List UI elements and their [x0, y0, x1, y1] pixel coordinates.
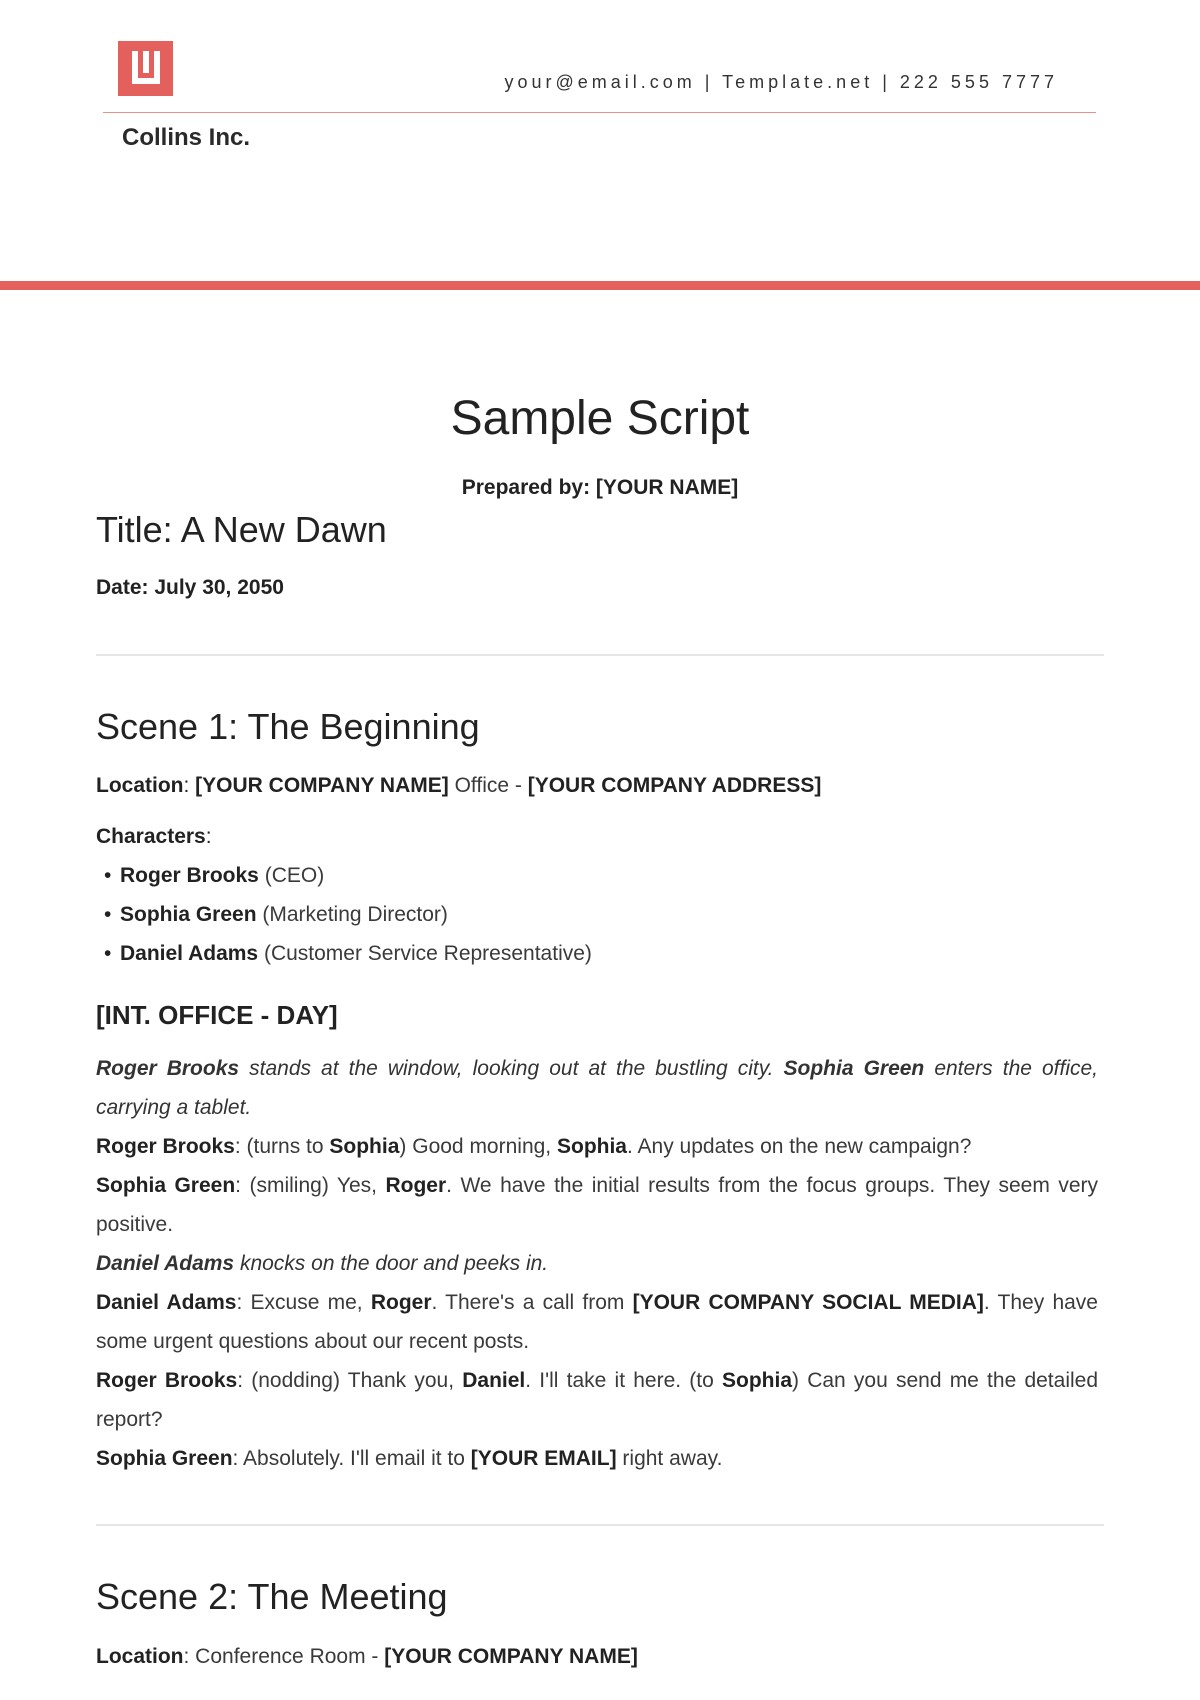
location-label: Location	[96, 1645, 184, 1668]
character-name: Sophia Green	[783, 1057, 925, 1080]
location-label: Location	[96, 774, 184, 797]
character-name: Roger Brooks	[96, 1057, 240, 1080]
script-date: Date: July 30, 2050	[96, 576, 284, 599]
scene1-location	[96, 774, 821, 798]
speaker-name: Sophia Green	[96, 1447, 233, 1470]
location-company: [YOUR COMPANY NAME]	[195, 774, 449, 797]
bullet-icon: •	[104, 864, 112, 887]
dialogue-line	[96, 1283, 1098, 1361]
action-line	[96, 1049, 1098, 1127]
name-mention: Sophia	[556, 1135, 627, 1158]
name-mention: Sophia	[722, 1369, 793, 1392]
dialogue-line	[96, 1166, 1098, 1244]
prepared-by: Prepared by: [YOUR NAME]	[461, 476, 739, 499]
characters-heading	[96, 825, 212, 849]
dialogue-text: : (nodding) Thank you,	[237, 1369, 463, 1392]
character-name: Daniel Adams	[96, 1252, 235, 1275]
location-mid: Office -	[448, 774, 528, 797]
dialogue-text: : (turns to	[234, 1135, 330, 1158]
name-mention: Daniel	[462, 1369, 526, 1392]
character-role: (Customer Service Representative)	[263, 942, 592, 965]
scene2-location	[96, 1645, 638, 1669]
bullet-icon: •	[104, 942, 112, 965]
speaker-name: Sophia Green	[96, 1174, 236, 1197]
accent-bar	[0, 281, 1200, 290]
dialogue-text: . Any updates on the new campaign?	[627, 1135, 972, 1158]
section-divider	[96, 654, 1104, 656]
dialogue-text: : (smiling) Yes,	[235, 1174, 386, 1197]
dialogue-text: ) Good morning,	[399, 1135, 557, 1158]
contact-line: your@email.com | Template.net | 222 555 7777	[504, 72, 1058, 92]
dialogue-text: . There's a call from	[431, 1291, 633, 1314]
script-title: Title: A New Dawn	[96, 509, 387, 550]
document-title: Sample Script	[450, 392, 750, 445]
slugline: [INT. OFFICE - DAY]	[96, 1000, 338, 1030]
dialogue-line	[96, 1439, 1098, 1478]
speaker-name: Daniel Adams	[96, 1291, 237, 1314]
character-name: Roger Brooks	[120, 864, 259, 887]
name-mention: Sophia	[329, 1135, 400, 1158]
dialogue-text: ) Can you send me the detailed report?	[96, 1369, 1099, 1431]
scene2-heading: Scene 2: The Meeting	[96, 1576, 448, 1617]
action-text: knocks on the door and peeks in.	[234, 1252, 549, 1275]
name-mention: Roger	[385, 1174, 447, 1197]
dialogue-text: : Absolutely. I'll email it to	[232, 1447, 471, 1470]
action-line	[96, 1244, 1098, 1283]
character-role: (Marketing Director)	[262, 903, 448, 926]
action-text: stands at the window, looking out at the bustling city.	[239, 1057, 784, 1080]
character-name: Sophia Green	[120, 903, 257, 926]
location-address: [YOUR COMPANY ADDRESS]	[527, 774, 822, 797]
character-item	[104, 942, 592, 966]
dialogue-text: : Excuse me,	[236, 1291, 371, 1314]
character-role: (CEO)	[264, 864, 325, 887]
dialogue-text: right away.	[616, 1447, 723, 1470]
dialogue-text: . They have some urgent questions about our recent posts.	[96, 1291, 1098, 1353]
location-mid: : Conference Room -	[183, 1645, 385, 1668]
colon: :	[205, 825, 212, 848]
dialogue-text: . I'll take it here. (to	[525, 1369, 722, 1392]
placeholder-mention: [YOUR EMAIL]	[470, 1447, 617, 1470]
location-company: [YOUR COMPANY NAME]	[384, 1645, 638, 1668]
section-divider	[96, 1524, 1104, 1526]
speaker-name: Roger Brooks	[96, 1135, 235, 1158]
bullet-icon: •	[104, 903, 112, 926]
header-divider	[103, 112, 1096, 113]
dialogue-line	[96, 1127, 1098, 1166]
company-logo-icon	[118, 41, 173, 96]
dialogue-line	[96, 1361, 1098, 1439]
dialogue-text: . We have the initial results from the focus groups. They seem very positive.	[96, 1174, 1099, 1236]
character-item	[104, 903, 448, 927]
character-name: Daniel Adams	[120, 942, 259, 965]
character-item	[104, 864, 324, 888]
placeholder-mention: [YOUR COMPANY SOCIAL MEDIA]	[632, 1291, 984, 1314]
company-name: Collins Inc.	[122, 124, 251, 151]
colon: :	[183, 774, 196, 797]
action-text: enters the office, carrying a tablet.	[96, 1057, 1098, 1119]
characters-label: Characters	[96, 825, 206, 848]
scene1-heading: Scene 1: The Beginning	[96, 706, 480, 747]
speaker-name: Roger Brooks	[96, 1369, 238, 1392]
name-mention: Roger	[370, 1291, 432, 1314]
